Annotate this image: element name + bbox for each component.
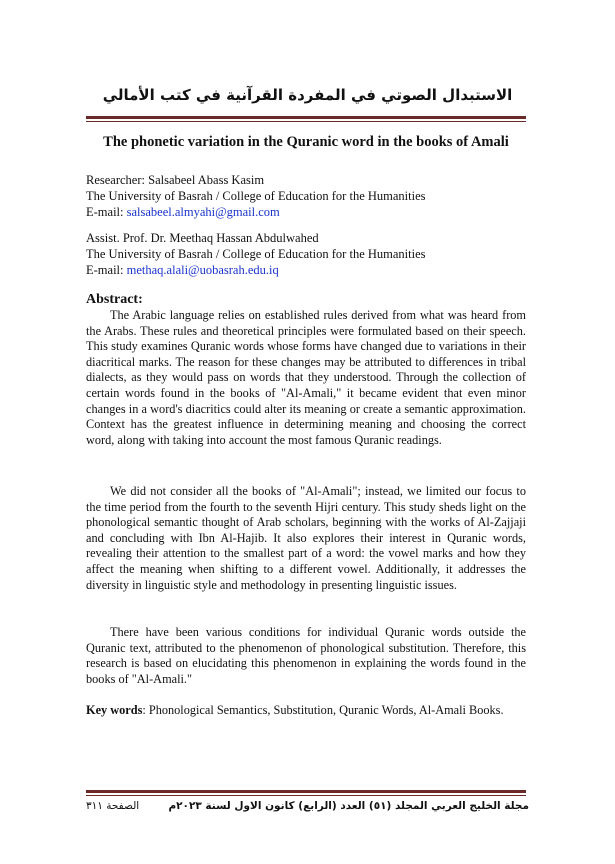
- author1-email-link[interactable]: salsabeel.almyahi@gmail.com: [126, 205, 280, 219]
- author2-name: Assist. Prof. Dr. Meethaq Hassan Abdulwahed: [86, 231, 319, 245]
- author2-email-row: [86, 262, 526, 278]
- arabic-header-title: الاستبدال الصوتي في المفردة القرآنية في كتب الأمالي: [102, 86, 513, 104]
- author2-email-link[interactable]: methaq.alali@uobasrah.edu.iq: [126, 263, 279, 277]
- abstract-paragraph-1: The Arabic language relies on established rules derived from what was heard from the Arabs. These rules and theoretical principles were formulated based on their speech. This study examines Quranic words whose forms have changed due to variations in their diacritical marks. The reason for these changes may be attributed to differences in tribal dialects, as they would pass on words that they understood. Through the collection of certain words found in the books of "Al-Amali," it became evident that even minor changes in a word's diacritics could alter its meaning or create a semantic approximation. Context has the greatest influence in determining meaning and choosing the correct word, along with taking into account the most famous Quranic readings.: [86, 308, 526, 447]
- header-rule-thin: [86, 121, 526, 122]
- footer-rule-thick: [86, 790, 526, 793]
- paper-title: The phonetic variation in the Quranic word in the books of Amali: [103, 134, 509, 150]
- keywords-text: : Phonological Semantics, Substitution, Quranic Words, Al-Amali Books.: [142, 703, 504, 717]
- keywords-label: Key words: [86, 703, 143, 717]
- abstract-heading: Abstract:: [86, 292, 143, 307]
- author1-affiliation: The University of Basrah / College of Education for the Humanities: [86, 189, 426, 203]
- author1-email-row: [86, 204, 526, 220]
- abstract-paragraph-2: We did not consider all the books of "Al-Amali"; instead, we limited our focus to the time period from the fourth to the seventh Hijri century. This study sheds light on the phonological semantic thought of Arab scholars, beginning with the works of Al-Zajjaji and concluding with Ibn Al-Hajib. It also explores their interest in Quranic words, revealing their attention to the smallest part of a word: the vowel marks and how they affect the meaning when shifting to a different vowel. Additionally, it addresses the diversity in linguistic style and methodology in presenting linguistic issues.: [86, 484, 526, 592]
- abstract-paragraph-3: There have been various conditions for individual Quranic words outside the Quranic text, attributed to the phenomenon of phonological substitution. Therefore, this research is based on elucidating this phenomenon in explaining the words found in the books of "Al-Amali.": [86, 625, 526, 686]
- author2-affiliation: The University of Basrah / College of Education for the Humanities: [86, 247, 426, 261]
- author1-name: Researcher: Salsabeel Abass Kasim: [86, 173, 265, 187]
- header-rule-thick: [86, 116, 526, 119]
- author2-email-label: E-mail:: [86, 263, 127, 277]
- author1-email-label: E-mail:: [86, 205, 127, 219]
- keywords: [86, 703, 526, 719]
- author1-block: [86, 172, 526, 220]
- footer-page-number: الصفحة ٣١١: [86, 800, 140, 812]
- author2-block: [86, 230, 526, 278]
- footer-rule-thin: [86, 795, 526, 796]
- footer-journal-info: مجلة الخليج العربي المجلد (٥١) العدد (الرابع) كانون الاول لسنة ٢٠٢٣م: [168, 800, 529, 812]
